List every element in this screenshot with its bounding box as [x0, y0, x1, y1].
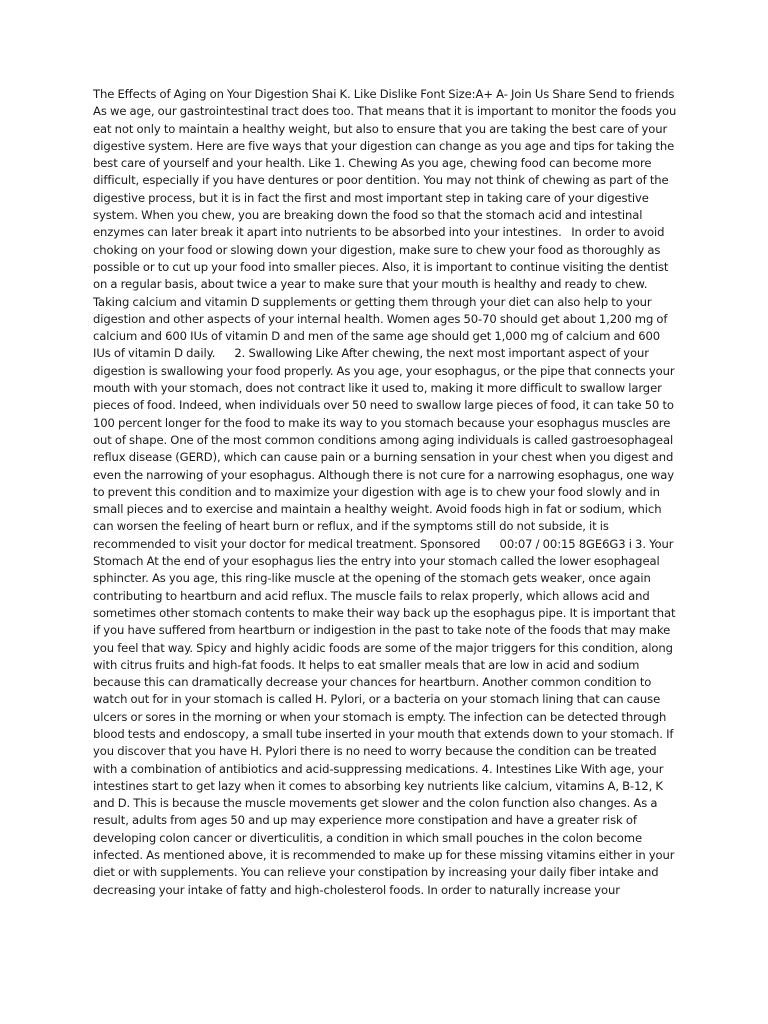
article-body-text: The Effects of Aging on Your Digestion Shai K. Like Dislike Font Size:A+ A- Join Us Share Send to friends As we age, our gastrointestinal tract does too. That means that it is important to monitor the foods you eat not only to maintain a healthy weight, but also to ensure that you are taking the best care of your digestive system. Here are five ways that your digestion can change as you age and tips for taking the best care of yourself and your health. Like 1. Chewing As you age, chewing food can become more difficult, especially if you have dentures or poor dentition. You may not think of chewing as part of the digestive process, but it is in fact the first and most important step in taking care of your digestive system. When you chew, you are breaking down the food so that the stomach acid and intestinal enzymes can later break it apart into nutrients to be absorbed into your intestines. In order to avoid choking on your food or slowing down your digestion, make sure to chew your food as thoroughly as possible or to cut up your food into smaller pieces. Also, it is important to continue visiting the dentist on a regular basis, about twice a year to make sure that your mouth is healthy and ready to chew. Taking calcium and vitamin D supplements or getting them through your diet can also help to your digestion and other aspects of your internal health. Women ages 50-70 should get about 1,200 mg of calcium and 600 IUs of vitamin D and men of the same age should get 1,000 mg of calcium and 600 IUs of vitamin D daily. 2. Swallowing Like After chewing, the next most important aspect of your digestion is swallowing your food properly. As you age, your esophagus, or the pipe that connects your mouth with your stomach, does not contract like it used to, making it more difficult to swallow larger pieces of food. Indeed, when individuals over 50 need to swallow large pieces of food, it can take 50 to 100 percent longer for the food to make its way to you stomach because your esophagus muscles are out of shape. One of the most common conditions among aging individuals is called gastroesophageal reflux disease (GERD), which can cause pain or a burning sensation in your chest when you digest and even the narrowing of your esophagus. Although there is not cure for a narrowing esophagus, one way to prevent this condition and to maximize your digestion with age is to chew your food slowly and in small pieces and to exercise and maintain a healthy weight. Avoid foods high in fat or sodium, which can worsen the feeling of heart burn or reflux, and if the symptoms still do not subside, it is recommended to visit your doctor for medical treatment. Sponsored 00:07 / 00:15 8GE6G3 i 3. Your Stomach At the end of your esophagus lies the entry into your stomach called the lower esophageal sphincter. As you age, this ring-like muscle at the opening of the stomach gets weaker, once again contributing to heartburn and acid reflux. The muscle fails to relax properly, which allows acid and sometimes other stomach contents to make their way back up the esophagus pipe. It is important that if you have suffered from heartburn or indigestion in the past to take note of the foods that may make you feel that way. Spicy and highly acidic foods are some of the major triggers for this condition, along with citrus fruits and high-fat foods. It helps to eat smaller meals that are low in acid and sodium because this can dramatically decrease your chances for heartburn. Another common condition to watch out for in your stomach is called H. Pylori, or a bacteria on your stomach lining that can cause ulcers or sores in the morning or when your stomach is empty. The infection can be detected through blood tests and endoscopy, a small tube inserted in your mouth that extends down to your stomach. If you discover that you have H. Pylori there is no need to worry because the condition can be treated with a combination of antibiotics and acid-suppressing medications. 4. Intestines Like With age, your intestines start to get lazy when it comes to absorbing key nutrients like calcium, vitamins A, B-12, K and D. This is because the muscle movements get slower and the colon function also changes. As a result, adults from ages 50 and up may experience more constipation and have a greater risk of developing colon cancer or diverticulitis, a condition in which small pouches in the colon become infected. As mentioned above, it is recommended to make up for these missing vitamins either in your diet or with supplements. You can relieve your constipation by increasing your daily fiber intake and decreasing your intake of fatty and high-cholesterol foods. In order to naturally increase your	[93, 87, 684, 897]
